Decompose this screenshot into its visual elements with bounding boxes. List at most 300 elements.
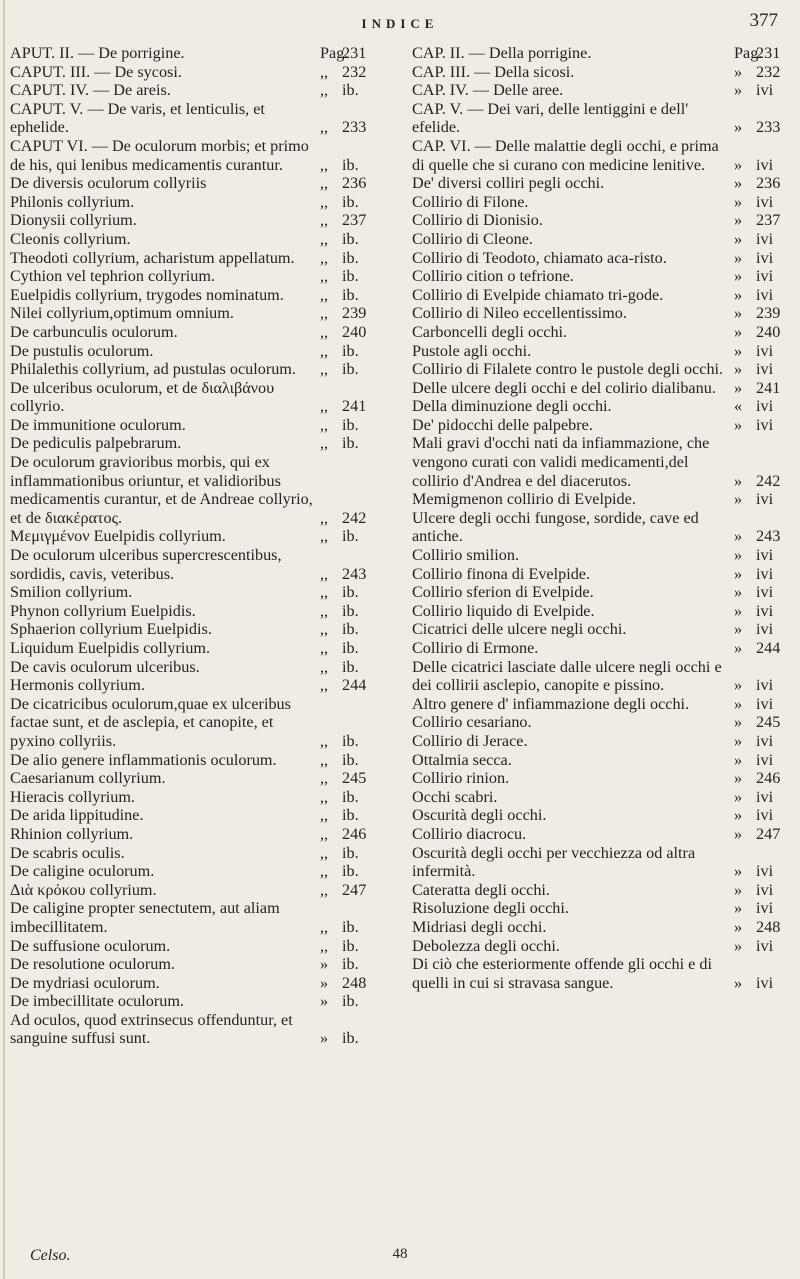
entry-title: Sphaerion collyrium Euelpidis. [10, 620, 212, 639]
entry-title: Liquidum Euelpidis collyrium. [10, 639, 211, 657]
ditto-mark: ,, [320, 620, 329, 639]
ditto-mark: » [734, 676, 743, 695]
entry-title: Theodoti collyrium, acharistum appellatum. [10, 248, 295, 267]
page-reference: ivi [756, 806, 774, 825]
entry-page-ref [320, 974, 380, 993]
ditto-mark: ,, [320, 843, 329, 862]
index-entry [412, 286, 787, 305]
index-entry [10, 602, 380, 621]
page-reference: ib. [342, 731, 359, 750]
index-entry [10, 360, 380, 379]
page-reference: ib. [342, 657, 359, 676]
entry-page-ref [320, 527, 380, 546]
entry-page-ref [734, 806, 787, 825]
index-entry [412, 323, 787, 342]
index-entry [412, 360, 787, 379]
ditto-mark: » [734, 787, 743, 806]
entry-page-ref [320, 81, 380, 100]
page-reference: ivi [756, 583, 774, 602]
entry-page-ref [734, 788, 787, 807]
entry-page-ref [734, 713, 787, 732]
entry-title: De pediculis palpebrarum. [10, 434, 182, 453]
page-reference: ib. [342, 620, 359, 639]
entry-page-ref [734, 881, 787, 900]
ditto-mark: ,, [320, 248, 329, 267]
page-reference: 245 [756, 713, 781, 732]
entry-title: Midriasi degli occhi. [412, 917, 547, 936]
entry-title: Oscurità degli occhi. [412, 806, 547, 825]
index-entry [412, 100, 787, 137]
ditto-mark: » [734, 155, 743, 174]
entry-page-ref [734, 769, 787, 788]
ditto-mark: ,, [320, 397, 329, 416]
entry-page-ref [734, 546, 787, 565]
entry-title: Ad oculos, quod extrinsecus offenduntur, et sanguine suffusi sunt. [10, 1010, 293, 1048]
entry-page-ref [734, 323, 787, 342]
entry-page-ref [320, 286, 380, 305]
entry-page-ref [734, 118, 787, 137]
ditto-mark: ,, [320, 174, 329, 193]
page-reference: 241 [342, 397, 367, 416]
entry-page-ref [320, 844, 380, 863]
entry-title: Debolezza degli occhi. [412, 936, 560, 955]
page-reference: ivi [756, 620, 774, 639]
index-entry [10, 899, 380, 936]
entry-page-ref [734, 937, 787, 956]
entry-title: Collirio di Nileo eccellentissimo. [412, 304, 627, 323]
index-entry [10, 992, 380, 1011]
index-entry [412, 397, 787, 416]
entry-page-ref [320, 565, 380, 584]
entry-page-ref [734, 918, 787, 937]
entry-title: De ulceribus oculorum, et de διαλιβάνου collyrio. [10, 378, 275, 416]
page-reference: 237 [756, 211, 781, 230]
ditto-mark: » [734, 490, 743, 509]
entry-title: Rhinion collyrium. [10, 824, 134, 843]
ditto-mark: » [734, 322, 743, 341]
ditto-mark: » [734, 267, 743, 286]
entry-page-ref [320, 267, 380, 286]
entry-title: Della diminuzione degli occhi. [412, 397, 612, 416]
entry-page-ref [734, 527, 787, 546]
entry-page-ref [320, 509, 380, 528]
ditto-mark: ,, [320, 731, 329, 750]
entry-title: Cateratta degli occhi. [412, 880, 550, 899]
entry-title: Smilion collyrium. [10, 583, 133, 602]
ditto-mark: ,, [320, 341, 329, 360]
entry-title: Cicatrici delle ulcere negli occhi. [412, 620, 627, 639]
ditto-mark: » [734, 192, 743, 211]
page-reference: ivi [756, 229, 774, 248]
ditto-mark: » [734, 248, 743, 267]
entry-title: CAPUT. III. — De sycosi. [10, 62, 182, 81]
entry-title: CAPUT. IV. — De areis. [10, 81, 171, 100]
index-entry [10, 751, 380, 770]
ditto-mark: » [734, 639, 743, 657]
entry-title: CAP. IV. — Delle aree. [412, 81, 564, 100]
page-reference: ib. [342, 843, 359, 862]
page-reference: 236 [342, 174, 367, 193]
index-entry [10, 193, 380, 212]
ditto-mark: ,, [320, 564, 329, 583]
entry-page-ref [734, 304, 787, 323]
entry-page-ref [734, 81, 787, 100]
running-head [0, 10, 800, 36]
entry-title: Μεμιγμένον Euelpidis collyrium. [10, 527, 226, 546]
index-entry [10, 862, 380, 881]
entry-page-ref [320, 676, 380, 695]
index-entry [412, 342, 787, 361]
entry-page-ref [734, 286, 787, 305]
index-entry [10, 955, 380, 974]
index-entry [412, 44, 787, 63]
index-entry [412, 565, 787, 584]
page-reference: ivi [756, 360, 774, 379]
entry-title: Διὰ κρόκου collyrium. [10, 880, 157, 899]
entry-page-ref [734, 360, 787, 379]
page-reference: 243 [342, 564, 367, 583]
entry-title: Collirio di Dionisio. [412, 211, 543, 230]
entry-title: De immunitione oculorum. [10, 415, 186, 434]
page-reference: ivi [756, 731, 774, 750]
entry-page-ref [320, 434, 380, 453]
entry-page-ref [734, 732, 787, 751]
page-reference: ib. [342, 1029, 359, 1048]
entry-title: Occhi scabri. [412, 787, 498, 806]
entry-title: De suffusione oculorum. [10, 936, 171, 955]
index-entry [412, 602, 787, 621]
index-entry [10, 44, 380, 63]
ditto-mark: ,, [320, 360, 329, 379]
page-reference: ib. [342, 639, 359, 657]
entry-title: De diversis oculorum collyriis [10, 174, 207, 193]
ditto-mark: ,, [320, 917, 329, 936]
entry-page-ref [734, 751, 787, 770]
page-reference: ib. [342, 862, 359, 881]
ditto-mark: ,, [320, 750, 329, 769]
entry-title: De' pidocchi delle palpebre. [412, 415, 593, 434]
index-entry [10, 323, 380, 342]
page-reference: ivi [756, 676, 774, 695]
entry-page-ref [734, 899, 787, 918]
ditto-mark: Pag. [320, 44, 349, 62]
page-fold-shadow [3, 0, 5, 1279]
entry-title: Collirio di Evelpide chiamato tri-gode. [412, 285, 664, 304]
page-reference: ivi [756, 490, 774, 509]
page-reference: ib. [342, 601, 359, 620]
index-entry [10, 416, 380, 435]
index-entry [412, 81, 787, 100]
ditto-mark: » [734, 285, 743, 304]
entry-title: CAP. VI. — Delle malattie degli occhi, e prima di quelle che si curano con medicine lenitive. [412, 136, 719, 174]
ditto-mark: ,, [320, 155, 329, 174]
page-reference: 232 [342, 62, 367, 81]
footer-author: Celso. [30, 1247, 71, 1264]
index-entry [10, 379, 380, 416]
page-reference: ib. [342, 583, 359, 602]
page-reference: ib. [342, 285, 359, 304]
entry-title: Ulcere degli occhi fungose, sordide, cave ed antiche. [412, 508, 699, 546]
ditto-mark: ,, [320, 527, 329, 546]
page-reference: ib. [342, 527, 359, 546]
entry-page-ref [320, 416, 380, 435]
page-reference: ivi [756, 750, 774, 769]
index-entry [10, 695, 380, 751]
ditto-mark: » [734, 81, 743, 100]
entry-title: Cleonis collyrium. [10, 229, 131, 248]
ditto-mark: » [734, 750, 743, 769]
entry-page-ref [734, 174, 787, 193]
index-entry [412, 490, 787, 509]
index-entry [10, 174, 380, 193]
entry-page-ref [320, 156, 380, 175]
index-entry [10, 100, 380, 137]
ditto-mark: Pag. [734, 44, 763, 62]
index-entry [10, 267, 380, 286]
entry-title: Collirio diacrocu. [412, 824, 527, 843]
ditto-mark: » [734, 769, 743, 788]
entry-page-ref [320, 751, 380, 770]
page-reference: 231 [756, 44, 781, 62]
index-entry [10, 881, 380, 900]
page-reference: 241 [756, 378, 781, 397]
index-entry [10, 342, 380, 361]
page-reference: ivi [756, 415, 774, 434]
entry-page-ref [734, 193, 787, 212]
entry-page-ref [320, 193, 380, 212]
ditto-mark: » [734, 899, 743, 918]
entry-page-ref [320, 342, 380, 361]
entry-title: De cavis oculorum ulceribus. [10, 657, 200, 676]
ditto-mark: ,, [320, 508, 329, 527]
entry-page-ref [734, 342, 787, 361]
ditto-mark: » [734, 229, 743, 248]
ditto-mark: » [734, 341, 743, 360]
entry-page-ref [734, 583, 787, 602]
ditto-mark: ,, [320, 657, 329, 676]
ditto-mark: ,, [320, 676, 329, 695]
entry-title: CAPUT VI. — De oculorum morbis; et primo de his, qui lenibus medicamentis curantur. [10, 136, 309, 174]
entry-page-ref [320, 602, 380, 621]
entry-title: Collirio di Filalete contro le pustole degli occhi. [412, 360, 724, 379]
entry-page-ref [734, 565, 787, 584]
entry-title: Pustole agli occhi. [412, 341, 532, 360]
ditto-mark: ,, [320, 824, 329, 843]
entry-page-ref [320, 230, 380, 249]
ditto-mark: ,, [320, 229, 329, 248]
entry-title: Mali gravi d'occhi nati da infiammazione, che vengono curati con validi medicamenti,del collirio d'Andrea e del diacerutos. [412, 434, 710, 490]
entry-page-ref [320, 937, 380, 956]
entry-page-ref [320, 583, 380, 602]
page-reference: ivi [756, 973, 774, 992]
page-reference: 242 [342, 508, 367, 527]
ditto-mark: » [734, 936, 743, 955]
ditto-mark: ,, [320, 862, 329, 881]
page-reference: ivi [756, 341, 774, 360]
page-reference: ib. [342, 267, 359, 286]
entry-title: Cythion vel tephrion collyrium. [10, 267, 216, 286]
ditto-mark: ,, [320, 639, 329, 657]
page-reference: 233 [756, 118, 781, 137]
entry-page-ref [320, 360, 380, 379]
ditto-mark: ,, [320, 583, 329, 602]
index-entry [412, 211, 787, 230]
ditto-mark: ,, [320, 415, 329, 434]
ditto-mark: » [734, 731, 743, 750]
index-entry [412, 509, 787, 546]
ditto-mark: ,, [320, 267, 329, 286]
ditto-mark: » [734, 694, 743, 713]
entry-page-ref [320, 63, 380, 82]
entry-title: De caligine propter senectutem, aut aliam imbecillitatem. [10, 899, 280, 936]
page-reference: 240 [342, 322, 367, 341]
index-entry [10, 453, 380, 527]
index-entry [10, 937, 380, 956]
page-reference: 248 [756, 917, 781, 936]
entry-title: CAP. II. — Della porrigine. [412, 44, 592, 62]
entry-title: Ottalmia secca. [412, 750, 512, 769]
index-entry [412, 899, 787, 918]
index-entry [10, 546, 380, 583]
page-reference: ivi [756, 936, 774, 955]
entry-title: Collirio di Teodoto, chiamato aca-risto. [412, 248, 667, 267]
entry-page-ref [320, 918, 380, 937]
entry-page-ref [320, 862, 380, 881]
entry-page-ref [734, 676, 787, 695]
index-entry [10, 304, 380, 323]
entry-title: Risoluzione degli occhi. [412, 899, 569, 918]
ditto-mark: ,, [320, 936, 329, 955]
index-entry [412, 639, 787, 658]
page-reference: 240 [756, 322, 781, 341]
ditto-mark: » [734, 601, 743, 620]
ditto-mark: » [734, 118, 743, 137]
page-reference: 237 [342, 211, 367, 230]
ditto-mark: » [734, 880, 743, 899]
entry-page-ref [734, 267, 787, 286]
entry-page-ref [734, 620, 787, 639]
entry-title: De mydriasi oculorum. [10, 973, 160, 992]
page-reference: ivi [756, 862, 774, 881]
page-reference: ib. [342, 787, 359, 806]
page-reference: ib. [342, 229, 359, 248]
index-entry [10, 974, 380, 993]
entry-title: Collirio finona di Evelpide. [412, 564, 591, 583]
page-reference: ivi [756, 694, 774, 713]
index-entry [10, 844, 380, 863]
entry-page-ref [734, 156, 787, 175]
page-reference: ib. [342, 992, 359, 1011]
page-reference: ivi [756, 155, 774, 174]
index-entry [10, 81, 380, 100]
entry-title: De' diversi colliri pegli occhi. [412, 174, 605, 193]
entry-page-ref [320, 881, 380, 900]
entry-page-ref [320, 769, 380, 788]
index-entry [10, 658, 380, 677]
entry-page-ref [320, 955, 380, 974]
index-entry [412, 732, 787, 751]
page-reference: ivi [756, 880, 774, 899]
index-entry [412, 267, 787, 286]
latin-index-column [10, 44, 380, 1048]
entry-title: Altro genere d' infiammazione degli occhi. [412, 694, 690, 713]
page-reference: 243 [756, 527, 781, 546]
index-entry [10, 639, 380, 658]
entry-page-ref [320, 732, 380, 751]
ditto-mark: » [734, 527, 743, 546]
entry-title: Dionysii collyrium. [10, 211, 137, 230]
index-entry [412, 769, 787, 788]
entry-page-ref [734, 397, 787, 416]
ditto-mark: » [734, 620, 743, 639]
index-entry [10, 434, 380, 453]
page-reference: 246 [756, 769, 781, 788]
page-reference: 245 [342, 769, 367, 788]
ditto-mark: » [734, 360, 743, 379]
italian-index-column [412, 44, 787, 992]
index-entry [412, 937, 787, 956]
page-reference: 231 [342, 44, 367, 62]
index-entry [10, 583, 380, 602]
page-reference: ivi [756, 787, 774, 806]
ditto-mark: » [734, 713, 743, 732]
index-entry [412, 844, 787, 881]
index-entry [10, 527, 380, 546]
entry-title: Collirio rinion. [412, 769, 510, 788]
entry-page-ref [320, 806, 380, 825]
page-number: 377 [749, 10, 778, 31]
page-reference: ivi [756, 546, 774, 565]
entry-title: Collirio cition o tefrione. [412, 267, 574, 286]
entry-page-ref [734, 230, 787, 249]
entry-title: CAP. III. — Della sicosi. [412, 62, 575, 81]
page-reference: ib. [342, 917, 359, 936]
entry-title: Delle ulcere degli occhi e del colirio dialibanu. [412, 378, 716, 397]
entry-title: De cicatricibus oculorum,quae ex ulceribus factae sunt, et de asclepia, et canopite, et pyxino collyriis. [10, 694, 291, 750]
page-reference: 247 [756, 824, 781, 843]
entry-title: Collirio cesariano. [412, 713, 532, 732]
index-entry [412, 230, 787, 249]
page-reference: ib. [342, 750, 359, 769]
entry-page-ref [734, 44, 787, 63]
entry-title: CAP. V. — Dei vari, delle lentiggini e dell' efelide. [412, 99, 689, 137]
page-reference: ivi [756, 564, 774, 583]
index-entry [412, 249, 787, 268]
page-reference: ib. [342, 955, 359, 974]
ditto-mark: » [734, 211, 743, 230]
index-entry [412, 620, 787, 639]
entry-title: Hermonis collyrium. [10, 676, 145, 695]
entry-title: Oscurità degli occhi per vecchiezza od altra infermità. [412, 843, 696, 881]
entry-page-ref [320, 118, 380, 137]
ditto-mark: ,, [320, 285, 329, 304]
index-entry [10, 1011, 380, 1048]
entry-page-ref [320, 1029, 380, 1048]
entry-page-ref [734, 249, 787, 268]
running-title: INDICE [361, 16, 439, 31]
entry-page-ref [320, 658, 380, 677]
entry-page-ref [320, 249, 380, 268]
page-reference: 239 [756, 304, 781, 323]
page-reference: ib. [342, 81, 359, 100]
index-entry [10, 249, 380, 268]
index-entry [412, 379, 787, 398]
ditto-mark: » [734, 304, 743, 323]
index-entry [412, 806, 787, 825]
ditto-mark: ,, [320, 81, 329, 100]
page-reference: ivi [756, 248, 774, 267]
entry-title: Hieracis collyrium. [10, 787, 135, 806]
